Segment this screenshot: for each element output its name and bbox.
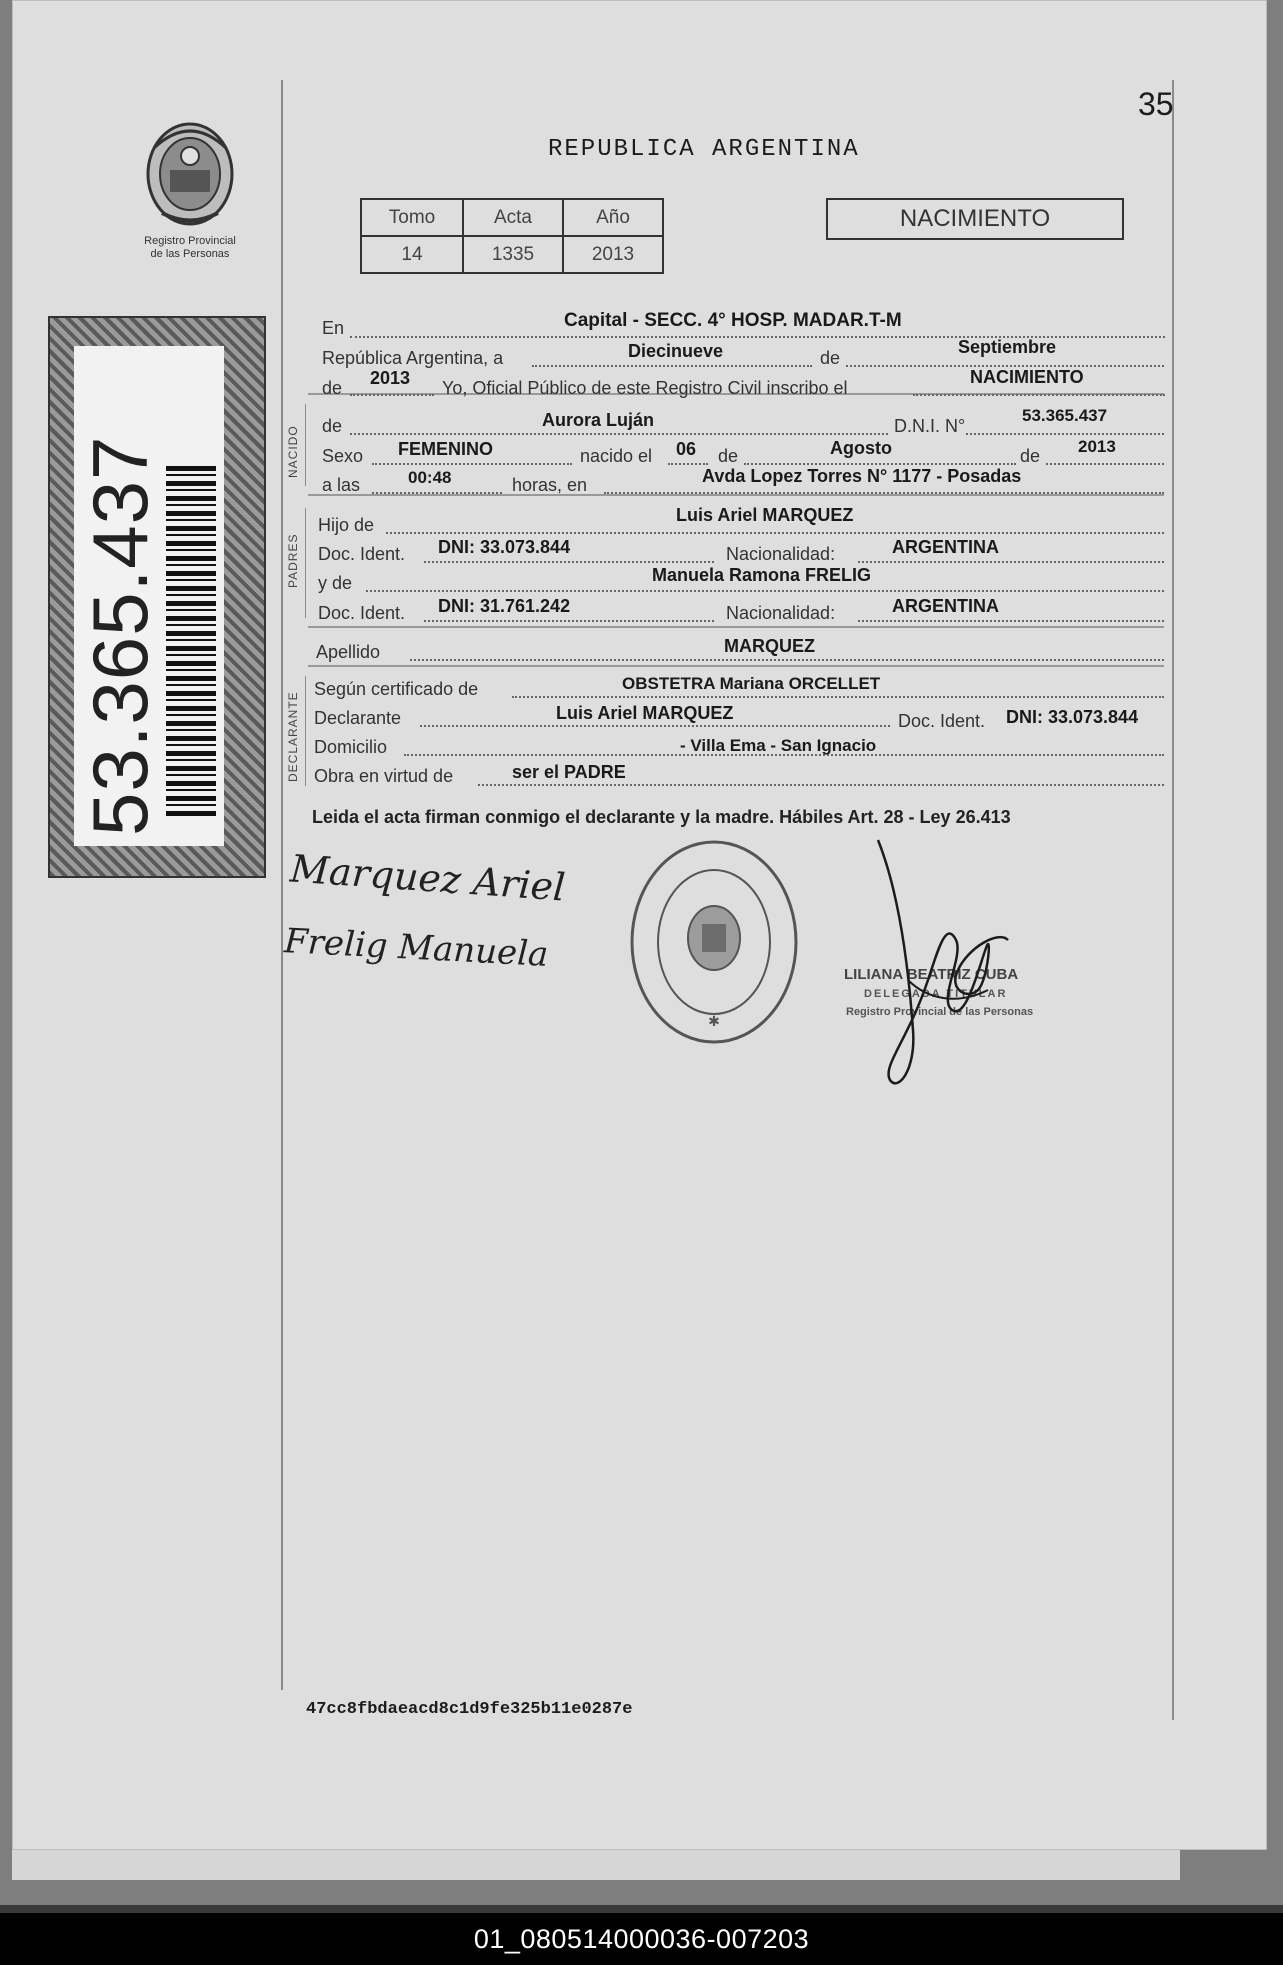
de-label-2: de [322, 378, 343, 398]
republica-label: República Argentina, a [322, 348, 504, 368]
mother-doc-label: Doc. Ident. [318, 603, 406, 623]
padres-bracket [305, 508, 306, 618]
registration-day: Diecinueve [628, 341, 724, 361]
separator-padres [308, 626, 1164, 628]
signature-frelig: Frelig Manuela [283, 921, 550, 975]
y-de-label: y de [318, 573, 353, 593]
dni-label: D.N.I. N° [894, 416, 966, 436]
oficial-text: Yo, Oficial Público de este Registro Civil inscribo el [442, 378, 848, 398]
declarant-doc-label: Doc. Ident. [898, 711, 986, 731]
child-dni: 53.365.437 [1022, 406, 1108, 425]
declarant-doc: DNI: 33.073.844 [1006, 707, 1139, 727]
country-title: REPUBLICA ARGENTINA [548, 136, 860, 163]
registration-place: Capital - SECC. 4° HOSP. MADAR.T-M [564, 310, 902, 331]
section-padres: PADRES [286, 533, 300, 588]
official-registry: Registro Provincial de las Personas [846, 1006, 1034, 1018]
separator-apellido [308, 665, 1164, 667]
birth-day: 06 [676, 439, 697, 459]
record-table [360, 198, 664, 274]
dots [372, 461, 572, 465]
mother-doc: DNI: 31.761.242 [438, 596, 571, 616]
header-acta: Acta [463, 199, 563, 236]
signature-marquez: Marquez Ariel [288, 846, 567, 910]
de-label-3: de [718, 446, 739, 466]
left-margin-line [281, 80, 283, 1690]
section-nacido: NACIDO [286, 425, 300, 478]
value-acta: 1335 [463, 236, 563, 273]
header-ano: Año [563, 199, 663, 236]
certificate: OBSTETRA Mariana ORCELLET [622, 674, 881, 693]
registry-caption-line1: Registro Provincial [144, 235, 236, 247]
horas-label: horas, en [512, 475, 588, 495]
barcode-label [48, 316, 266, 878]
dots [532, 363, 812, 367]
dots [858, 618, 1164, 622]
father-nationality: ARGENTINA [892, 537, 999, 557]
dots [668, 461, 708, 465]
official-title: DELEGADA TITULAR [864, 988, 1008, 1000]
official-seal-icon [628, 838, 800, 1046]
dots [424, 559, 714, 563]
page-lower-edge [12, 1850, 1180, 1880]
father-doc-label: Doc. Ident. [318, 544, 406, 564]
apellido-label: Apellido [316, 642, 381, 662]
registry-caption-line2: de las Personas [150, 248, 230, 260]
nacido-bracket [305, 404, 306, 486]
declarant-name: Luis Ariel MARQUEZ [556, 703, 734, 723]
dots [372, 490, 502, 494]
separator-nacido [308, 494, 1164, 496]
declarante-bracket [305, 676, 306, 786]
declarante-label: Declarante [314, 708, 402, 728]
document-type-box: NACIMIENTO [826, 198, 1124, 240]
declarant-role: ser el PADRE [512, 762, 626, 782]
surname: MARQUEZ [724, 636, 815, 656]
dots [858, 559, 1164, 563]
scan-id-bar [0, 1913, 1283, 1965]
dots [604, 490, 1164, 494]
dots [386, 530, 1164, 534]
de-label: de [820, 348, 841, 368]
a-las-label: a las [322, 475, 361, 495]
official-name: LILIANA BEATRIZ CUBA [844, 966, 1019, 983]
misiones-coat-of-arms-icon [140, 118, 240, 230]
birth-month: Agosto [830, 438, 892, 458]
cert-label: Según certificado de [314, 679, 479, 699]
mother-nationality: ARGENTINA [892, 596, 999, 616]
hijo-label: Hijo de [318, 515, 375, 535]
birth-time: 00:48 [408, 468, 452, 487]
registration-act-type: NACIMIENTO [970, 367, 1084, 387]
dots [424, 618, 714, 622]
official-signature-icon [868, 830, 1018, 1100]
scan-id: 01_080514000036-007203 [473, 1923, 810, 1954]
header-tomo: Tomo [361, 199, 463, 236]
en-label: En [322, 318, 345, 338]
barcode-inner [74, 346, 224, 846]
dots [410, 657, 1164, 661]
father-name: Luis Ariel MARQUEZ [676, 505, 854, 525]
registry-logo [125, 118, 255, 261]
section-declarante: DECLARANTE [286, 691, 300, 782]
domicilio-label: Domicilio [314, 737, 388, 757]
dots [512, 694, 1164, 698]
father-doc: DNI: 33.073.844 [438, 537, 571, 557]
nacido-label: nacido el [580, 446, 653, 466]
registration-month: Septiembre [958, 337, 1057, 357]
mother-nac-label: Nacionalidad: [726, 603, 836, 623]
page-number: 35 [1138, 86, 1174, 122]
dots [1046, 461, 1164, 465]
dots [744, 461, 1016, 465]
value-ano: 2013 [563, 236, 663, 273]
value-tomo: 14 [361, 236, 463, 273]
dots [913, 392, 1165, 396]
declarant-address: - Villa Ema - San Ignacio [680, 736, 877, 755]
dots [350, 392, 434, 396]
dots [966, 431, 1164, 435]
barcode-bars [166, 466, 216, 816]
dots [350, 431, 888, 435]
registration-year: 2013 [370, 368, 411, 388]
obra-label: Obra en virtud de [314, 766, 454, 786]
child-name: Aurora Luján [542, 410, 655, 430]
closing-text: Leida el acta firman conmigo el declarante y la madre. Hábiles Art. 28 - Ley 26.413 [312, 807, 1011, 827]
barcode-number: 53.365.437 [76, 435, 164, 836]
document-hash: 47cc8fbdaeacd8c1d9fe325b11e0287e [306, 1700, 633, 1719]
mother-name: Manuela Ramona FRELIG [652, 565, 872, 585]
child-de-label: de [322, 416, 343, 436]
child-sex: FEMENINO [398, 439, 494, 459]
birth-place: Avda Lopez Torres N° 1177 - Posadas [702, 466, 1022, 486]
birth-year: 2013 [1078, 437, 1116, 456]
dots [366, 588, 1164, 592]
svg-text:✱: ✱ [708, 1014, 720, 1030]
right-margin-line [1172, 80, 1174, 1720]
sexo-label: Sexo [322, 446, 364, 466]
father-nac-label: Nacionalidad: [726, 544, 836, 564]
de-label-4: de [1020, 446, 1041, 466]
